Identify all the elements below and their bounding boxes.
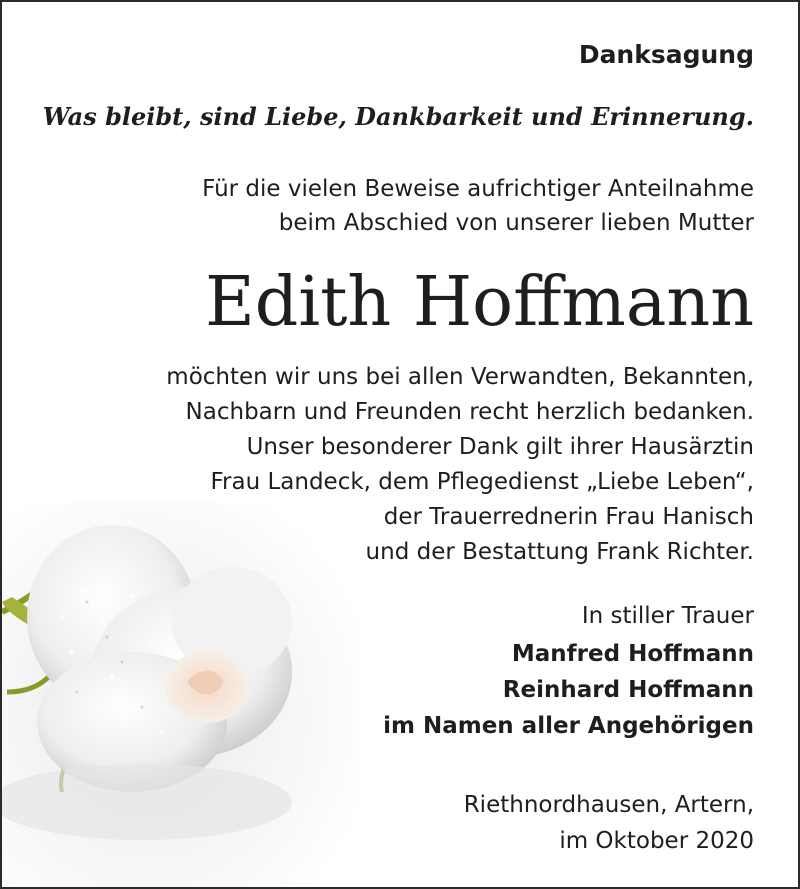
thanks-line: der Trauerrednerin Frau Hanisch — [383, 504, 754, 530]
intro-line: beim Abschied von unserer lieben Mutter — [278, 210, 754, 236]
mourners-list — [383, 636, 754, 744]
intro-text — [202, 172, 754, 240]
thanks-line: Unser besonderer Dank gilt ihrer Hausärztin — [246, 434, 754, 460]
notice-motto: Was bleibt, sind Liebe, Dankbarkeit und Erinnerung. — [42, 102, 754, 131]
deceased-name: Edith Hoffmann — [205, 263, 754, 342]
date: im Oktober 2020 — [559, 828, 754, 854]
intro-line: Für die vielen Beweise aufrichtiger Anteilnahme — [202, 176, 754, 202]
mourner-name: Manfred Hoffmann — [511, 641, 754, 667]
thanks-text — [166, 360, 754, 570]
mourner-name: Reinhard Hoffmann — [502, 677, 754, 703]
thanks-line: Frau Landeck, dem Pflegedienst „Liebe Leben“, — [210, 469, 754, 495]
notice-heading: Danksagung — [578, 40, 754, 69]
thanks-line: Nachbarn und Freunden recht herzlich bedanken. — [185, 399, 754, 425]
thanks-line: möchten wir uns bei allen Verwandten, Bekannten, — [166, 364, 754, 390]
place-and-date — [464, 787, 754, 859]
thanks-line: und der Bestattung Frank Richter. — [365, 539, 754, 565]
mourning-line: In stiller Trauer — [581, 603, 754, 629]
mourner-name: im Namen aller Angehörigen — [383, 713, 754, 739]
place: Riethnordhausen, Artern, — [463, 792, 754, 818]
